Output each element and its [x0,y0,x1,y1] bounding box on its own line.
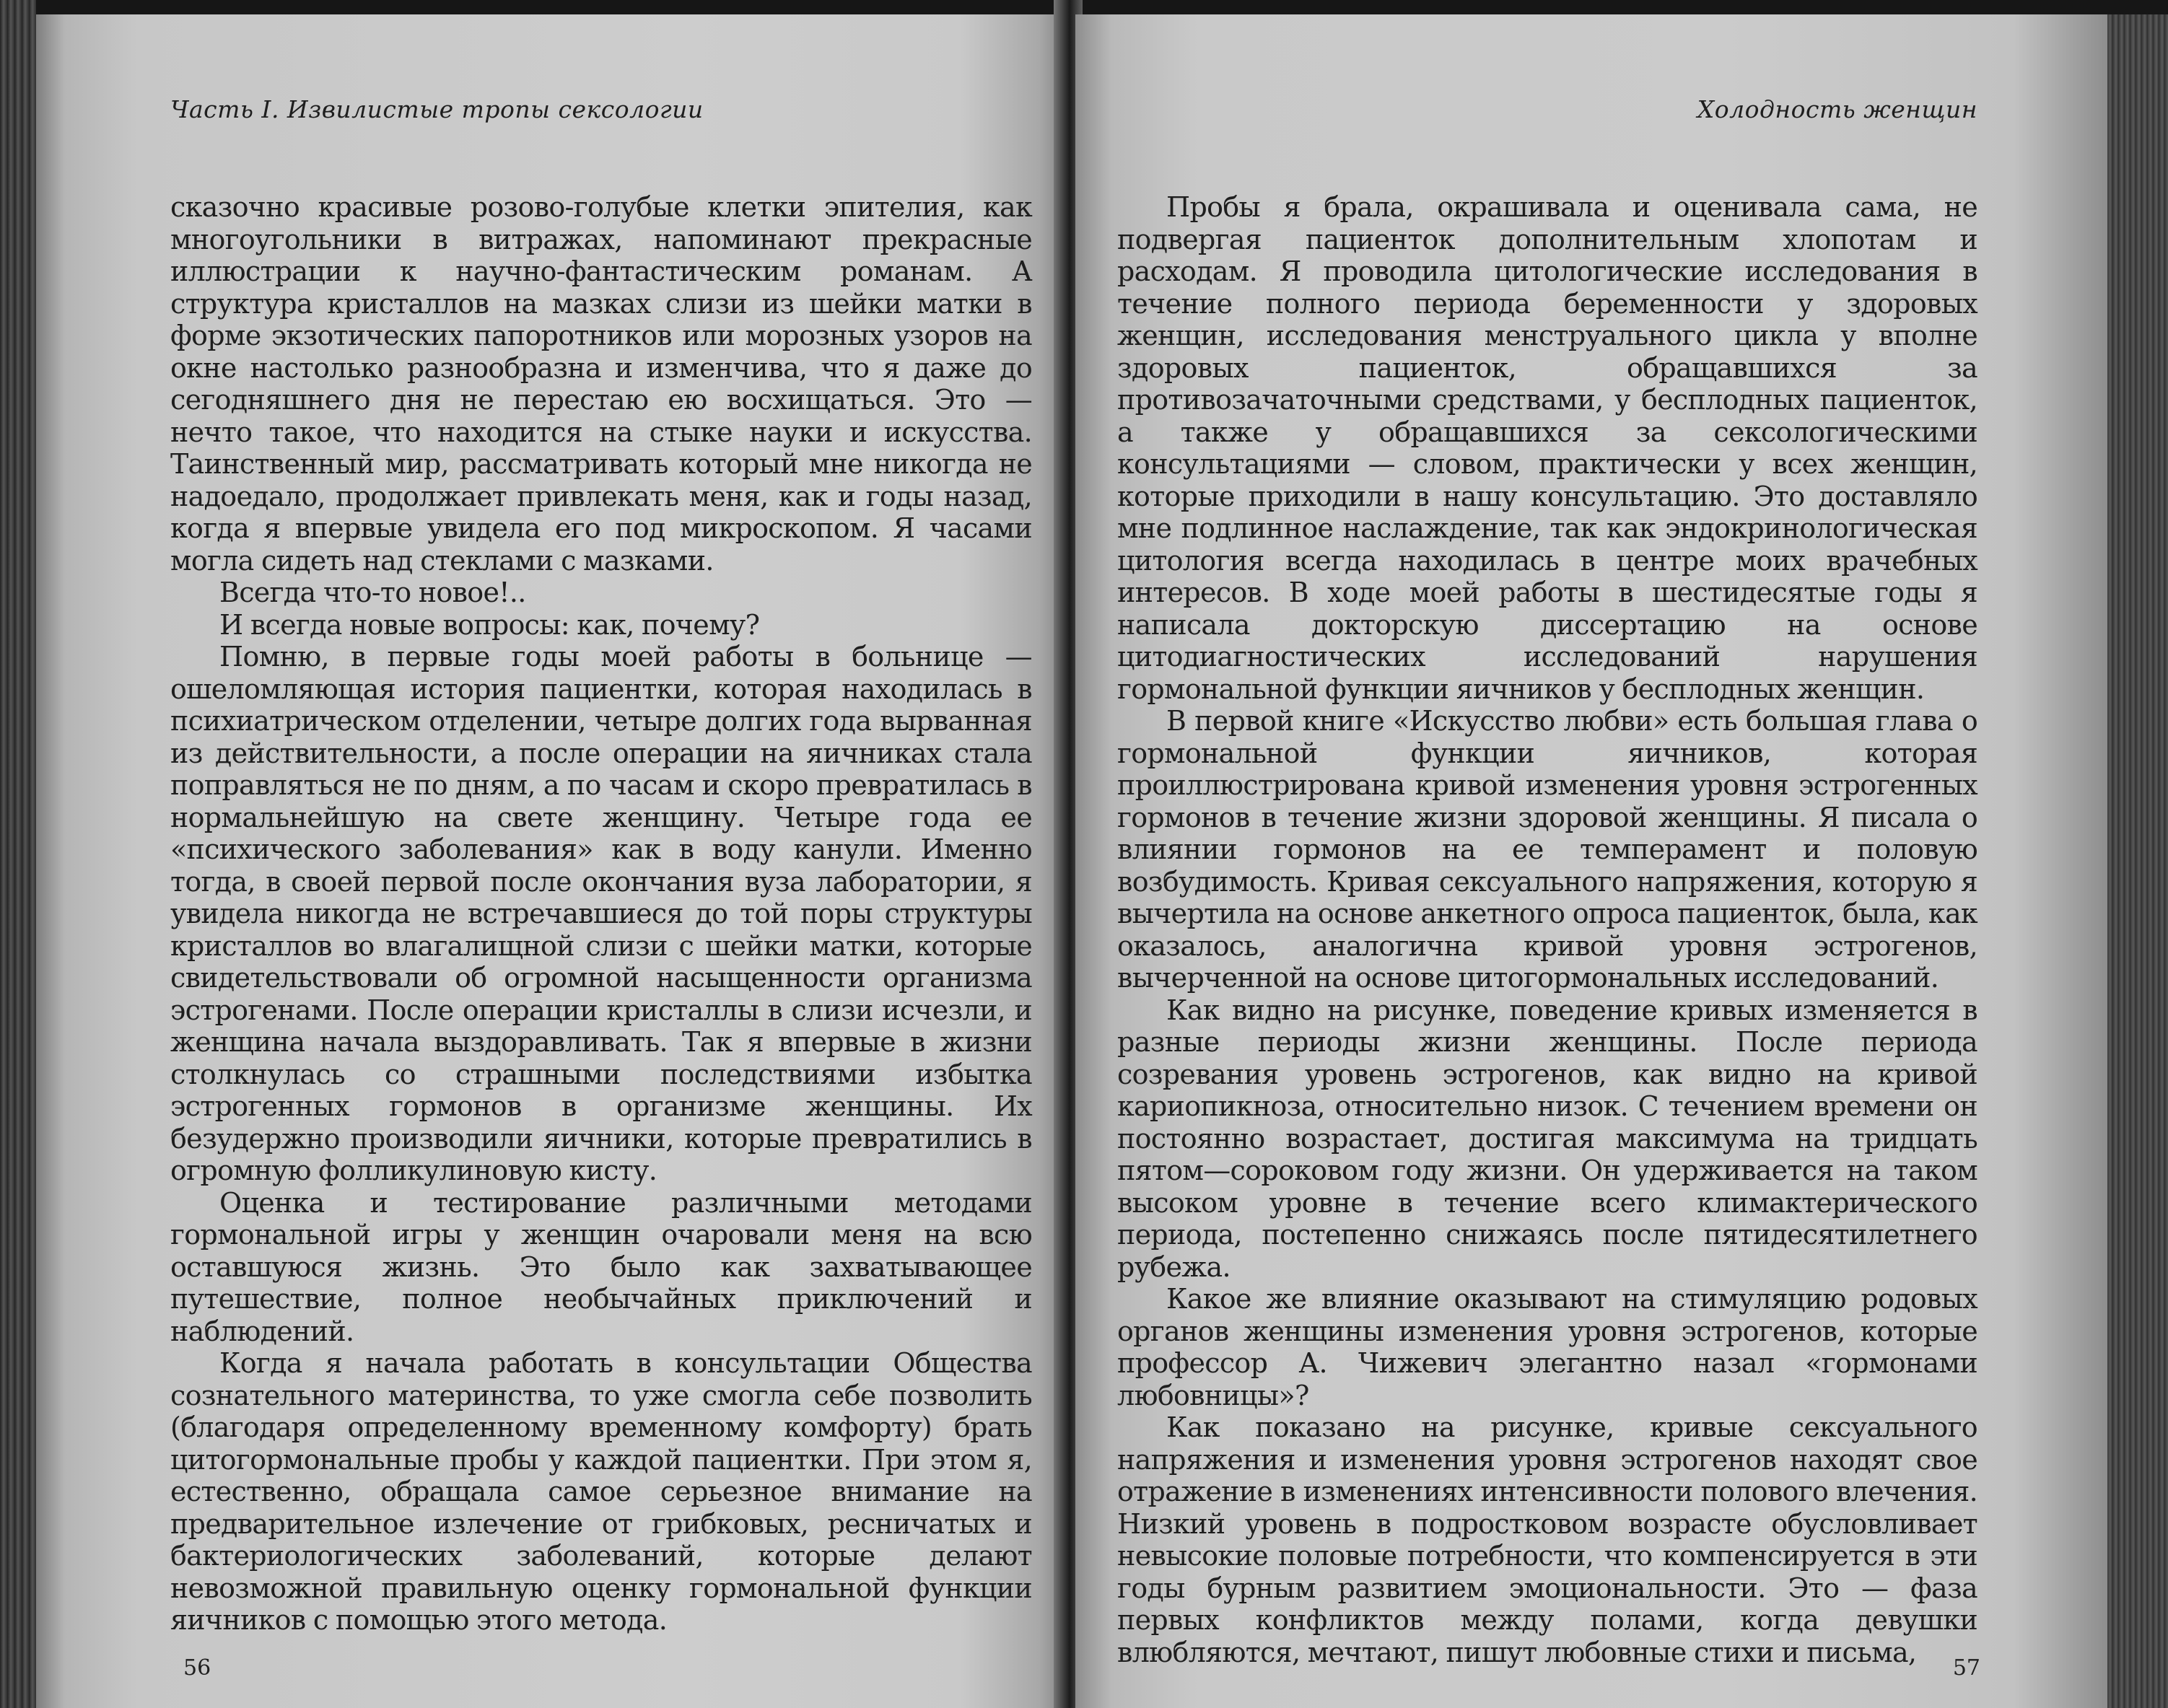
left-page [36,14,1061,1708]
paragraph: сказочно красивые розово-голубые клетки эпителия, как многоугольники в витражах, напоминают прекрасные иллюстрации к научно-фантастическим романам. А структура кристаллов на мазках слизи из шейки матки в форме экзотических папоротников или морозных узоров на окне настолько разнообразна и изменчива, что я даже до сегодняшнего дня не перестаю ею восхищаться. Это — нечто такое, что находится на стыке науки и искусства. Таинственный мир, рассматривать который мне никогда не надоедало, продолжает привлекать меня, как и годы назад, когда я впервые увидела его под микроскопом. Я часами могла сидеть над стеклами с мазками. [170,191,1032,577]
paragraph: Как видно на рисунке, поведение кривых изменяется в разные периоды жизни женщины. После периода созревания уровень эстрогенов, как видно на кривой кариопикноза, относительно низок. С течением времени он постоянно возрастает, достигая максимума на тридцать пятом—сороковом году жизни. Он удерживается на таком высоком уровне в течение всего климактерического периода, постепенно снижаясь после пятидесятилетнего рубежа. [1117,994,1977,1283]
page-number-right: 57 [1952,1655,1980,1681]
paragraph: Всегда что-то новое!.. [219,577,526,608]
page-number-left: 56 [183,1655,211,1681]
paragraph: Оценка и тестирование различными методами гормональной игры у женщин очаровали меня на всю оставшуюся жизнь. Это было как захватывающее путешествие, полное необычайных приключений и наблюдений. [170,1186,1032,1347]
running-head-left: Часть I. Извилистые тропы сексологии [170,95,704,123]
left-page-body [170,191,1032,1634]
right-page-body [1117,191,1977,1668]
paragraph: В первой книге «Искусство любви» есть большая глава о гормональной функции яичников, которая проиллюстрирована кривой изменения уровня эстрогенных гормонов в течение жизни здоровой женщины. Я писала о влиянии гормонов на ее темперамент и половую возбудимость. Кривая сексуального напряжения, которую я вычертила на основе анкетного опроса пациенток, была, как оказалось, аналогична кривой уровня эстрогенов, вычерченной на основе цитогормональных исследований. [1117,705,1977,994]
running-head-right: Холодность женщин [1697,95,1977,123]
paragraph: И всегда новые вопросы: как, почему? [219,608,760,641]
paragraph: Какое же влияние оказывают на стимуляцию родовых органов женщины изменения уровня эстрогенов, которые профессор А. Чижевич элегантно назал «гормонами любовницы»? [1117,1283,1977,1411]
book-edge-left [0,0,36,1708]
right-page [1075,14,2107,1708]
paragraph: Как показано на рисунке, кривые сексуального напряжения и изменения уровня эстрогенов находят свое отражение в изменениях интенсивности полового влечения. Низкий уровень в подростковом возрасте обусловливает невысокие половые потребности, что компенсируется в эти годы бурным развитием эмоциональности. Это — фаза первых конфликтов между полами, когда девушки влюбляются, мечтают, пишут любовные стихи и письма, [1117,1411,1977,1668]
paragraph: Помню, в первые годы моей работы в больнице — ошеломляющая история пациентки, которая находилась в психиатрическом отделении, четыре долгих года вырванная из действительности, а после операции на яичниках стала поправляться не по дням, а по часам и скоро превратилась в нормальнейшую на свете женщину. Четыре года ее «психического заболевания» как в воду канули. Именно тогда, в своей первой после окончания вуза лаборатории, я увидела никогда не встречавшиеся до той поры структуры кристаллов во влагалищной слизи с шейки матки, которые свидетельствовали об огромной насыщенности организма эстрогенами. После операции кристаллы в слизи исчезли, и женщина начала выздоравливать. Так я впервые в жизни столкнулась со страшными последствиями избытка эстрогенных гормонов в организме женщины. Их безудержно производили яичники, которые превратились в огромную фолликулиновую кисту. [170,641,1032,1186]
paragraph: Когда я начала работать в консультации Общества сознательного материнства, то уже смогла себе позволить (благодаря определенному временному комфорту) брать цитогормональные пробы у каждой пациентки. При этом я, естественно, обращала самое серьезное внимание на предварительное излечение от грибковых, ресничатых и бактериологических заболеваний, которые делают невозможной правильную оценку гормональной функции яичников с помощью этого метода. [170,1347,1032,1636]
book-edge-right [2107,14,2168,1708]
paragraph: Пробы я брала, окрашивала и оценивала сама, не подвергая пациенток дополнительным хлопотам и расходам. Я проводила цитологические исследования в течение полного периода беременности у здоровых женщин, исследования менструального цикла у вполне здоровых пациенток, обращавшихся за противозачаточными средствами, у бесплодных пациенток, а также у обращавшихся за сексологическими консультациями — словом, практически у всех женщин, которые приходили в нашу консультацию. Это доставляло мне подлинное наслаждение, так как эндокринологическая цитология всегда находилась в центре моих врачебных интересов. В ходе моей работы в шестидесятые годы я написала докторскую диссертацию на основе цитодиагностических исследований нарушения гормональной функции яичников у бесплодных женщин. [1117,191,1977,705]
